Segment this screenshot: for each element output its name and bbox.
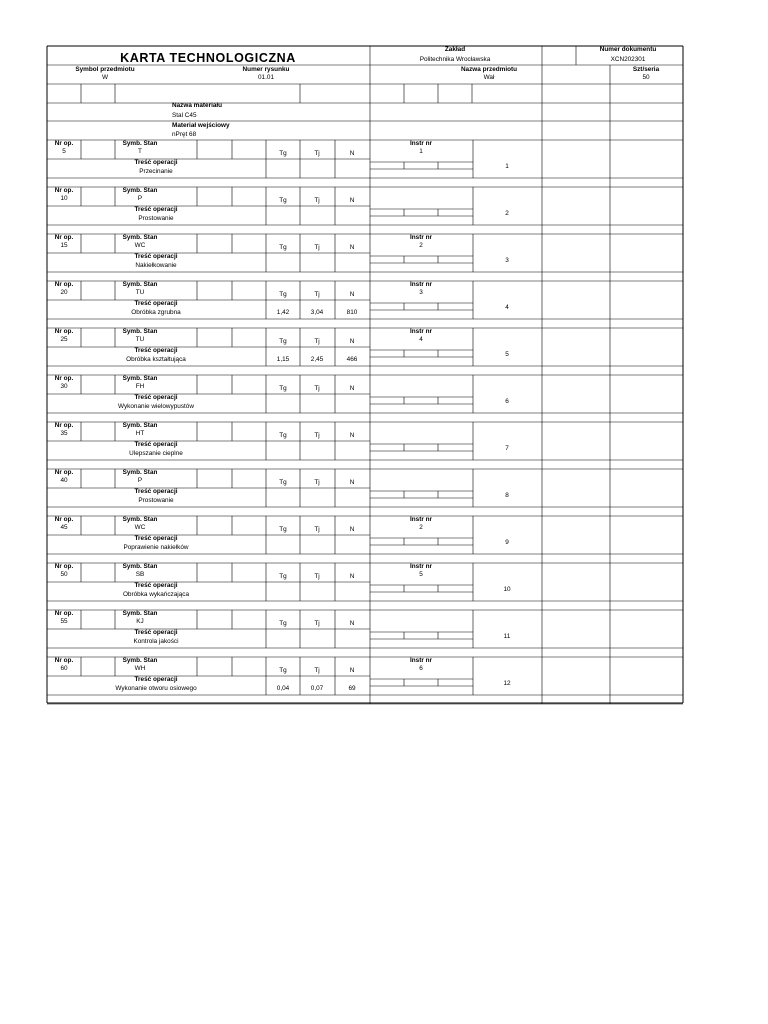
state-symbol-label: Symb. Stan <box>122 234 158 241</box>
document-number-label: Numer dokumentu <box>599 46 657 53</box>
operation-content: Kontrola jakości <box>133 638 179 645</box>
operation-index: 11 <box>503 633 511 640</box>
state-symbol: FH <box>135 383 145 390</box>
tj-label: Tj <box>314 338 320 345</box>
operation-content-label: Treść operacji <box>134 347 178 354</box>
n-label: N <box>349 667 355 674</box>
tg-label: Tg <box>279 479 287 486</box>
state-symbol-label: Symb. Stan <box>122 187 158 194</box>
state-symbol: T <box>138 148 142 155</box>
operation-number: 30 <box>60 383 68 390</box>
tj-label: Tj <box>314 291 320 298</box>
operation-number-label: Nr op. <box>54 422 74 429</box>
instruction-number-label: Instr nr <box>409 328 433 335</box>
tg-label: Tg <box>279 526 287 533</box>
operation-index: 2 <box>505 210 509 217</box>
operation-index: 8 <box>505 492 509 499</box>
item-name-label: Nazwa przedmiotu <box>460 66 518 73</box>
state-symbol-label: Symb. Stan <box>122 281 158 288</box>
operation-content: Wykonanie wielowypustów <box>118 403 194 410</box>
n-label: N <box>349 573 355 580</box>
document-number-value: XCN202301 <box>610 56 646 63</box>
operation-content-label: Treść operacji <box>134 629 178 636</box>
tg-label: Tg <box>279 573 287 580</box>
operation-number-label: Nr op. <box>54 375 74 382</box>
operation-content-label: Treść operacji <box>134 676 178 683</box>
tg-label: Tg <box>279 432 287 439</box>
operation-number: 10 <box>60 195 68 202</box>
operation-content-label: Treść operacji <box>134 394 178 401</box>
n-label: N <box>349 479 355 486</box>
instruction-number-label: Instr nr <box>409 516 433 523</box>
n-label: N <box>349 620 355 627</box>
instruction-number-label: Instr nr <box>409 657 433 664</box>
operation-content-label: Treść operacji <box>134 300 178 307</box>
state-symbol: WH <box>134 665 146 672</box>
operation-number: 40 <box>60 477 68 484</box>
input-material-value: nPręt 68 <box>172 131 197 138</box>
pieces-per-series-label: Szt/seria <box>632 66 660 73</box>
operation-content-label: Treść operacji <box>134 441 178 448</box>
instruction-number: 4 <box>419 336 423 343</box>
tg-label: Tg <box>279 667 287 674</box>
operation-index: 4 <box>505 304 509 311</box>
operation-number: 55 <box>60 618 68 625</box>
n-label: N <box>349 385 355 392</box>
operation-number-label: Nr op. <box>54 563 74 570</box>
pieces-per-series-value: 50 <box>642 74 650 81</box>
tj-label: Tj <box>314 667 320 674</box>
n-value: 466 <box>346 356 358 363</box>
n-label: N <box>349 526 355 533</box>
state-symbol: WC <box>134 242 146 249</box>
zaklad-label: Zakład <box>444 46 466 53</box>
instruction-number-label: Instr nr <box>409 281 433 288</box>
state-symbol-label: Symb. Stan <box>122 328 158 335</box>
instruction-number: 6 <box>419 665 423 672</box>
operation-index: 10 <box>503 586 511 593</box>
tg-label: Tg <box>279 338 287 345</box>
operation-index: 1 <box>505 163 509 170</box>
instruction-number: 2 <box>419 524 423 531</box>
n-label: N <box>349 197 355 204</box>
n-value: 810 <box>346 309 358 316</box>
tg-label: Tg <box>279 385 287 392</box>
n-label: N <box>349 244 355 251</box>
tj-label: Tj <box>314 150 320 157</box>
state-symbol: SB <box>135 571 145 578</box>
tg-value: 1,15 <box>276 356 290 363</box>
instruction-number-label: Instr nr <box>409 140 433 147</box>
tg-label: Tg <box>279 197 287 204</box>
operation-content: Obróbka zgrubna <box>131 309 181 316</box>
operation-content-label: Treść operacji <box>134 582 178 589</box>
n-label: N <box>349 338 355 345</box>
operation-index: 5 <box>505 351 509 358</box>
state-symbol-label: Symb. Stan <box>122 375 158 382</box>
state-symbol-label: Symb. Stan <box>122 516 158 523</box>
instruction-number: 5 <box>419 571 423 578</box>
state-symbol-label: Symb. Stan <box>122 140 158 147</box>
operation-number: 50 <box>60 571 68 578</box>
drawing-number-value: 01.01 <box>258 74 274 81</box>
state-symbol: HT <box>135 430 145 437</box>
tj-value: 3,04 <box>310 309 324 316</box>
operation-number-label: Nr op. <box>54 516 74 523</box>
tg-value: 1,42 <box>276 309 290 316</box>
state-symbol-label: Symb. Stan <box>122 657 158 664</box>
tg-label: Tg <box>279 244 287 251</box>
state-symbol: KJ <box>136 618 144 625</box>
operation-content-label: Treść operacji <box>134 488 178 495</box>
operation-index: 12 <box>503 680 511 687</box>
n-value: 69 <box>348 685 356 692</box>
instruction-number-label: Instr nr <box>409 234 433 241</box>
material-name-label: Nazwa materiału <box>172 102 223 109</box>
operation-content-label: Treść operacji <box>134 253 178 260</box>
operation-index: 9 <box>505 539 509 546</box>
operation-content: Wykonanie otworu osiowego <box>115 685 197 692</box>
instruction-number-label: Instr nr <box>409 563 433 570</box>
n-label: N <box>349 150 355 157</box>
operation-number: 25 <box>60 336 68 343</box>
operation-content: Prostowanie <box>138 215 174 222</box>
operation-number-label: Nr op. <box>54 610 74 617</box>
input-material-label: Materiał wejściowy <box>172 122 230 129</box>
tj-label: Tj <box>314 526 320 533</box>
state-symbol-label: Symb. Stan <box>122 610 158 617</box>
operation-number-label: Nr op. <box>54 328 74 335</box>
operation-number-label: Nr op. <box>54 469 74 476</box>
operation-number: 35 <box>60 430 68 437</box>
state-symbol-label: Symb. Stan <box>122 563 158 570</box>
operation-number: 20 <box>60 289 68 296</box>
operation-index: 6 <box>505 398 509 405</box>
operation-content: Obróbka kształtująca <box>126 356 186 363</box>
tj-value: 2,45 <box>310 356 324 363</box>
state-symbol-label: Symb. Stan <box>122 469 158 476</box>
tg-label: Tg <box>279 291 287 298</box>
operation-content: Obróbka wykańczająca <box>122 591 190 598</box>
zaklad-value: Politechnika Wrocławska <box>419 56 491 63</box>
operation-content-label: Treść operacji <box>134 159 178 166</box>
operation-number: 60 <box>60 665 68 672</box>
tj-label: Tj <box>314 197 320 204</box>
operation-number: 5 <box>62 148 66 155</box>
state-symbol: TU <box>135 289 145 296</box>
tj-value: 0,07 <box>310 685 324 692</box>
item-symbol-label: Symbol przedmiotu <box>75 66 135 73</box>
tg-value: 0,04 <box>276 685 290 692</box>
n-label: N <box>349 432 355 439</box>
state-symbol: P <box>137 477 143 484</box>
instruction-number: 3 <box>419 289 423 296</box>
state-symbol: P <box>137 195 143 202</box>
document-title: KARTA TECHNOLOGICZNA <box>120 51 296 65</box>
operation-index: 7 <box>505 445 509 452</box>
operation-content: Poprawienie nakiełków <box>123 544 189 551</box>
operation-content: Nakiełkowanie <box>135 262 177 269</box>
drawing-number-label: Numer rysunku <box>242 66 290 73</box>
operation-number: 15 <box>60 242 68 249</box>
item-symbol-value: W <box>101 74 109 81</box>
tj-label: Tj <box>314 385 320 392</box>
state-symbol: WC <box>134 524 146 531</box>
tj-label: Tj <box>314 573 320 580</box>
item-name-value: Wał <box>483 74 495 81</box>
tj-label: Tj <box>314 432 320 439</box>
operation-number-label: Nr op. <box>54 187 74 194</box>
material-name-value: Stal C45 <box>172 112 197 119</box>
state-symbol-label: Symb. Stan <box>122 422 158 429</box>
operation-content: Przecinanie <box>139 168 173 175</box>
operation-number-label: Nr op. <box>54 281 74 288</box>
n-label: N <box>349 291 355 298</box>
operation-index: 3 <box>505 257 509 264</box>
operation-number-label: Nr op. <box>54 234 74 241</box>
tg-label: Tg <box>279 150 287 157</box>
operation-number-label: Nr op. <box>54 657 74 664</box>
operation-content-label: Treść operacji <box>134 206 178 213</box>
tj-label: Tj <box>314 620 320 627</box>
operation-number-label: Nr op. <box>54 140 74 147</box>
state-symbol: TU <box>135 336 145 343</box>
tg-label: Tg <box>279 620 287 627</box>
operation-content: Prostowanie <box>138 497 174 504</box>
operation-content-label: Treść operacji <box>134 535 178 542</box>
operation-number: 45 <box>60 524 68 531</box>
instruction-number: 2 <box>419 242 423 249</box>
operation-content: Ulepszanie cieplne <box>129 450 183 457</box>
tj-label: Tj <box>314 244 320 251</box>
tj-label: Tj <box>314 479 320 486</box>
instruction-number: 1 <box>419 148 423 155</box>
